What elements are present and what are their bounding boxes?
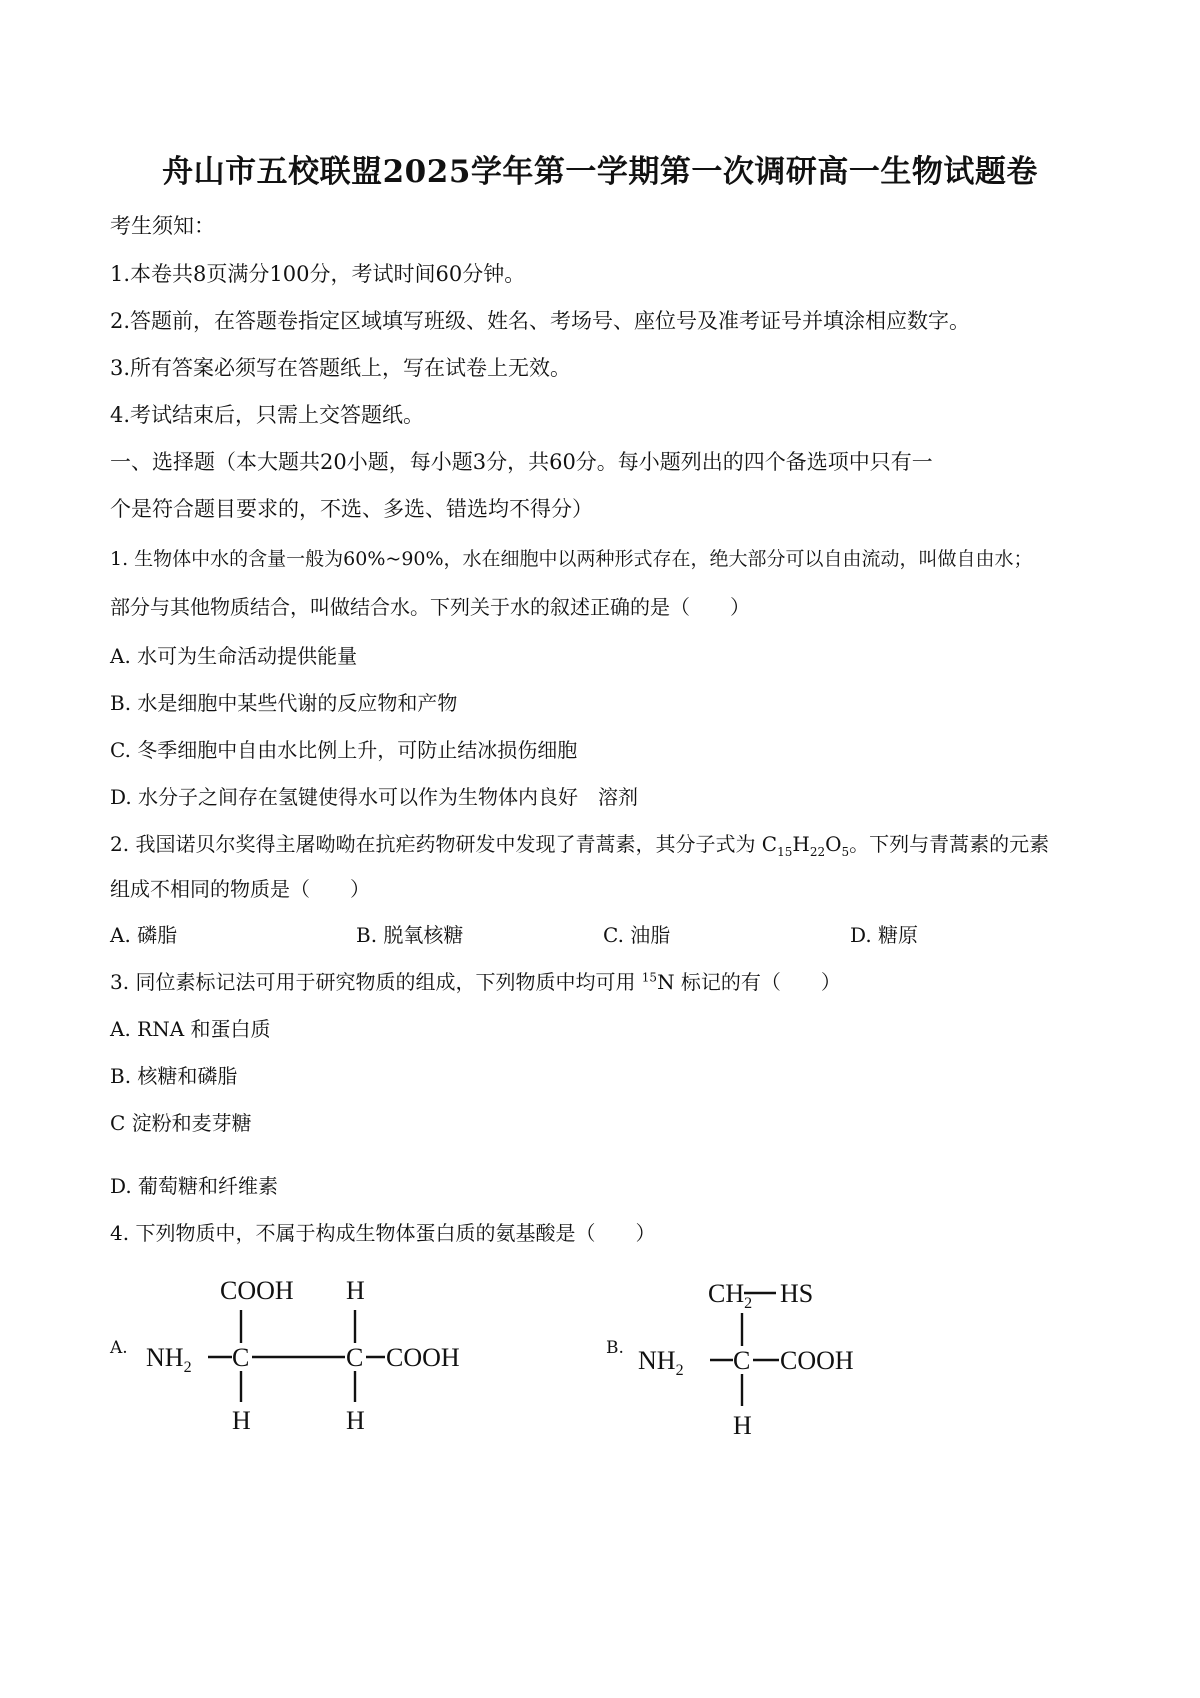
page-title: 舟山市五校联盟2025学年第一学期第一次调研高一生物试题卷 [162,154,1038,190]
q1-option-a: A. 水可为生命活动提供能量 [110,644,358,668]
q4a-amino-group [146,1343,192,1376]
q3-stem-pre: 3. 同位素标记法可用于研究物质的组成，下列物质中均可用 [110,970,642,994]
q4-structure-b [632,1258,912,1443]
notice-item-3: 3.所有答案必须写在答题纸上，写在试卷上无效。 [110,356,572,380]
q2-option-c: C. 油脂 [603,923,671,947]
q1-option-c: C. 冬季细胞中自由水比例上升，可防止结冰损伤细胞 [110,738,578,762]
q4b-alpha-carbon: C [733,1346,751,1375]
q2-stem-line1 [110,828,1049,857]
q4a-amino-sub: 2 [183,1359,192,1376]
q4b-bottom-h: H [733,1411,752,1440]
q4a-bottom-right-h: H [346,1406,365,1435]
q4a-alpha-carbon: C [232,1343,250,1372]
q3-option-c: C 淀粉和麦芽糖 [110,1111,252,1135]
q3-stem [110,966,841,995]
q2-stem-pre: 2. 我国诺贝尔奖得主屠呦呦在抗疟药物研发中发现了青蒿素，其分子式为 C [110,832,778,856]
q4a-top-left-group: COOH [220,1276,294,1305]
q4b-amino-group [638,1346,684,1379]
q3-stem-post: N 标记的有（ ） [657,970,841,994]
q4b-amino-sub: 2 [675,1362,684,1379]
q3-option-d: D. 葡萄糖和纤维素 [110,1174,279,1198]
q4b-side-chain [708,1279,752,1312]
q4-structure-a [140,1265,490,1440]
q3-isotope-mass: 15 [641,970,658,985]
q1-stem-line1: 1. 生物体中水的含量一般为60%~90%，水在细胞中以两种形式存在，绝大部分可以自由流动，叫做自由水； [110,548,1033,570]
q1-stem-line2: 部分与其他物质结合，叫做结合水。下列关于水的叙述正确的是（ ） [110,595,750,619]
q2-formula-o: O [825,832,842,856]
q2-formula-sub-o: 5 [841,845,850,859]
q3-option-a: A. RNA 和蛋白质 [110,1017,271,1041]
q4-option-a-label: A. [110,1338,128,1358]
q4-stem: 4. 下列物质中，不属于构成生物体蛋白质的氨基酸是（ ） [110,1221,656,1245]
notice-item-2: 2.答题前，在答题卷指定区域填写班级、姓名、考场号、座位号及准考证号并填涂相应数字。 [110,309,971,333]
q1-option-d: D. 水分子之间存在氢键使得水可以作为生物体内良好 溶剂 [110,785,639,809]
q4a-top-right-h: H [346,1276,365,1305]
q4a-amino-nh: NH [146,1343,184,1372]
q2-formula-sub-c: 15 [777,845,793,859]
q4b-carboxyl-group: COOH [780,1346,854,1375]
notice-item-4: 4.考试结束后，只需上交答题纸。 [110,403,425,427]
section-heading-line2: 个是符合题目要求的，不选、多选、错选均不得分） [110,497,593,521]
q4b-side-chain-sub: 2 [744,1295,753,1312]
q2-stem-post: 。下列与青蒿素的元素 [849,832,1050,856]
q2-formula-sub-h: 22 [809,845,826,859]
section-heading-line1: 一、选择题（本大题共20小题，每小题3分，共60分。每小题列出的四个备选项中只有一 [110,450,933,474]
q2-option-d: D. 糖原 [850,923,919,947]
notice-heading: 考生须知： [110,214,215,238]
q4a-beta-carbon: C [346,1343,364,1372]
q4b-amino-nh: NH [638,1346,676,1375]
q4a-bottom-left-h: H [232,1406,251,1435]
q4-option-b-label: B. [606,1338,624,1358]
q4b-thiol-group: HS [780,1279,814,1308]
q4a-right-carboxyl: COOH [386,1343,460,1372]
notice-item-1: 1.本卷共8页满分100分，考试时间60分钟。 [110,262,526,286]
q4b-side-chain-ch: CH [708,1279,745,1308]
q1-option-b: B. 水是细胞中某些代谢的反应物和产物 [110,691,458,715]
q2-stem-line2: 组成不相同的物质是（ ） [110,877,370,901]
q2-option-a: A. 磷脂 [110,923,178,947]
q2-formula-h: H [792,832,810,856]
q2-option-b: B. 脱氧核糖 [356,923,464,947]
q3-option-b: B. 核糖和磷脂 [110,1064,238,1088]
